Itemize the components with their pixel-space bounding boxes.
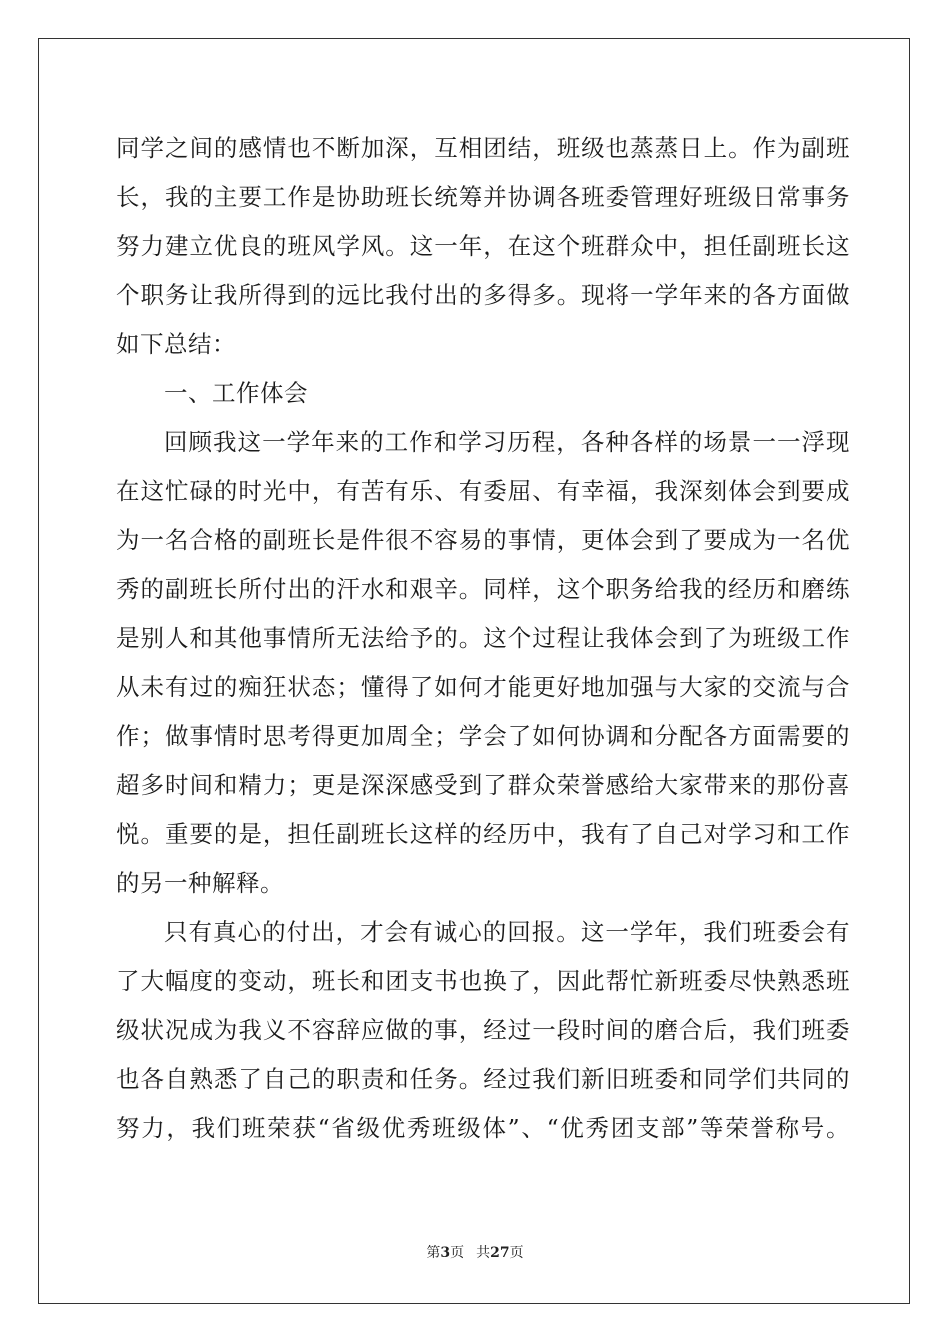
text-line: 是别人和其他事情所无法给予的。这个过程让我体会到了为班级工作 (116, 624, 850, 652)
page-label-prefix: 第 (426, 1245, 441, 1261)
text-line: 努力，我们班荣获“省级优秀班级体”、“优秀团支部”等荣誉称号。 (116, 1114, 850, 1142)
total-label-prefix: 共 (476, 1245, 491, 1261)
text-line: 悦。重要的是，担任副班长这样的经历中，我有了自己对学习和工作 (116, 820, 850, 848)
text-line: 作；做事情时思考得更加周全；学会了如何协调和分配各方面需要的 (116, 722, 850, 750)
text-line: 回顾我这一学年来的工作和学习历程，各种各样的场景一一浮现 (164, 428, 850, 456)
text-line: 级状况成为我义不容辞应做的事，经过一段时间的磨合后，我们班委 (116, 1016, 850, 1044)
text-line: 的另一种解释。 (116, 869, 284, 897)
page-label-suffix: 页 (450, 1245, 465, 1261)
total-page-number: 27 (490, 1245, 510, 1261)
text-line: 只有真心的付出，才会有诚心的回报。这一学年，我们班委会有 (164, 918, 850, 946)
text-line: 一、工作体会 (164, 379, 308, 407)
total-label-suffix: 页 (509, 1245, 524, 1261)
text-line: 了大幅度的变动，班长和团支书也换了，因此帮忙新班委尽快熟悉班 (116, 967, 850, 995)
text-line: 从未有过的痴狂状态；懂得了如何才能更好地加强与大家的交流与合 (116, 673, 850, 701)
text-line: 为一名合格的副班长是件很不容易的事情，更体会到了要成为一名优 (116, 526, 850, 554)
document-body (116, 124, 850, 1153)
text-line: 努力建立优良的班风学风。这一年，在这个班群众中，担任副班长这 (116, 232, 850, 260)
text-line: 在这忙碌的时光中，有苦有乐、有委屈、有幸福，我深刻体会到要成 (116, 477, 850, 505)
text-line: 长，我的主要工作是协助班长统筹并协调各班委管理好班级日常事务 (116, 183, 850, 211)
text-line: 秀的副班长所付出的汗水和艰辛。同样，这个职务给我的经历和磨练 (116, 575, 850, 603)
text-line: 同学之间的感情也不断加深，互相团结，班级也蒸蒸日上。作为副班 (116, 134, 850, 162)
current-page-number: 3 (440, 1245, 451, 1261)
text-line: 也各自熟悉了自己的职责和任务。经过我们新旧班委和同学们共同的 (116, 1065, 850, 1093)
text-line: 如下总结： (116, 330, 236, 358)
text-line: 超多时间和精力；更是深深感受到了群众荣誉感给大家带来的那份喜 (116, 771, 850, 799)
text-line: 个职务让我所得到的远比我付出的多得多。现将一学年来的各方面做 (116, 281, 850, 309)
page-footer (0, 1244, 950, 1262)
